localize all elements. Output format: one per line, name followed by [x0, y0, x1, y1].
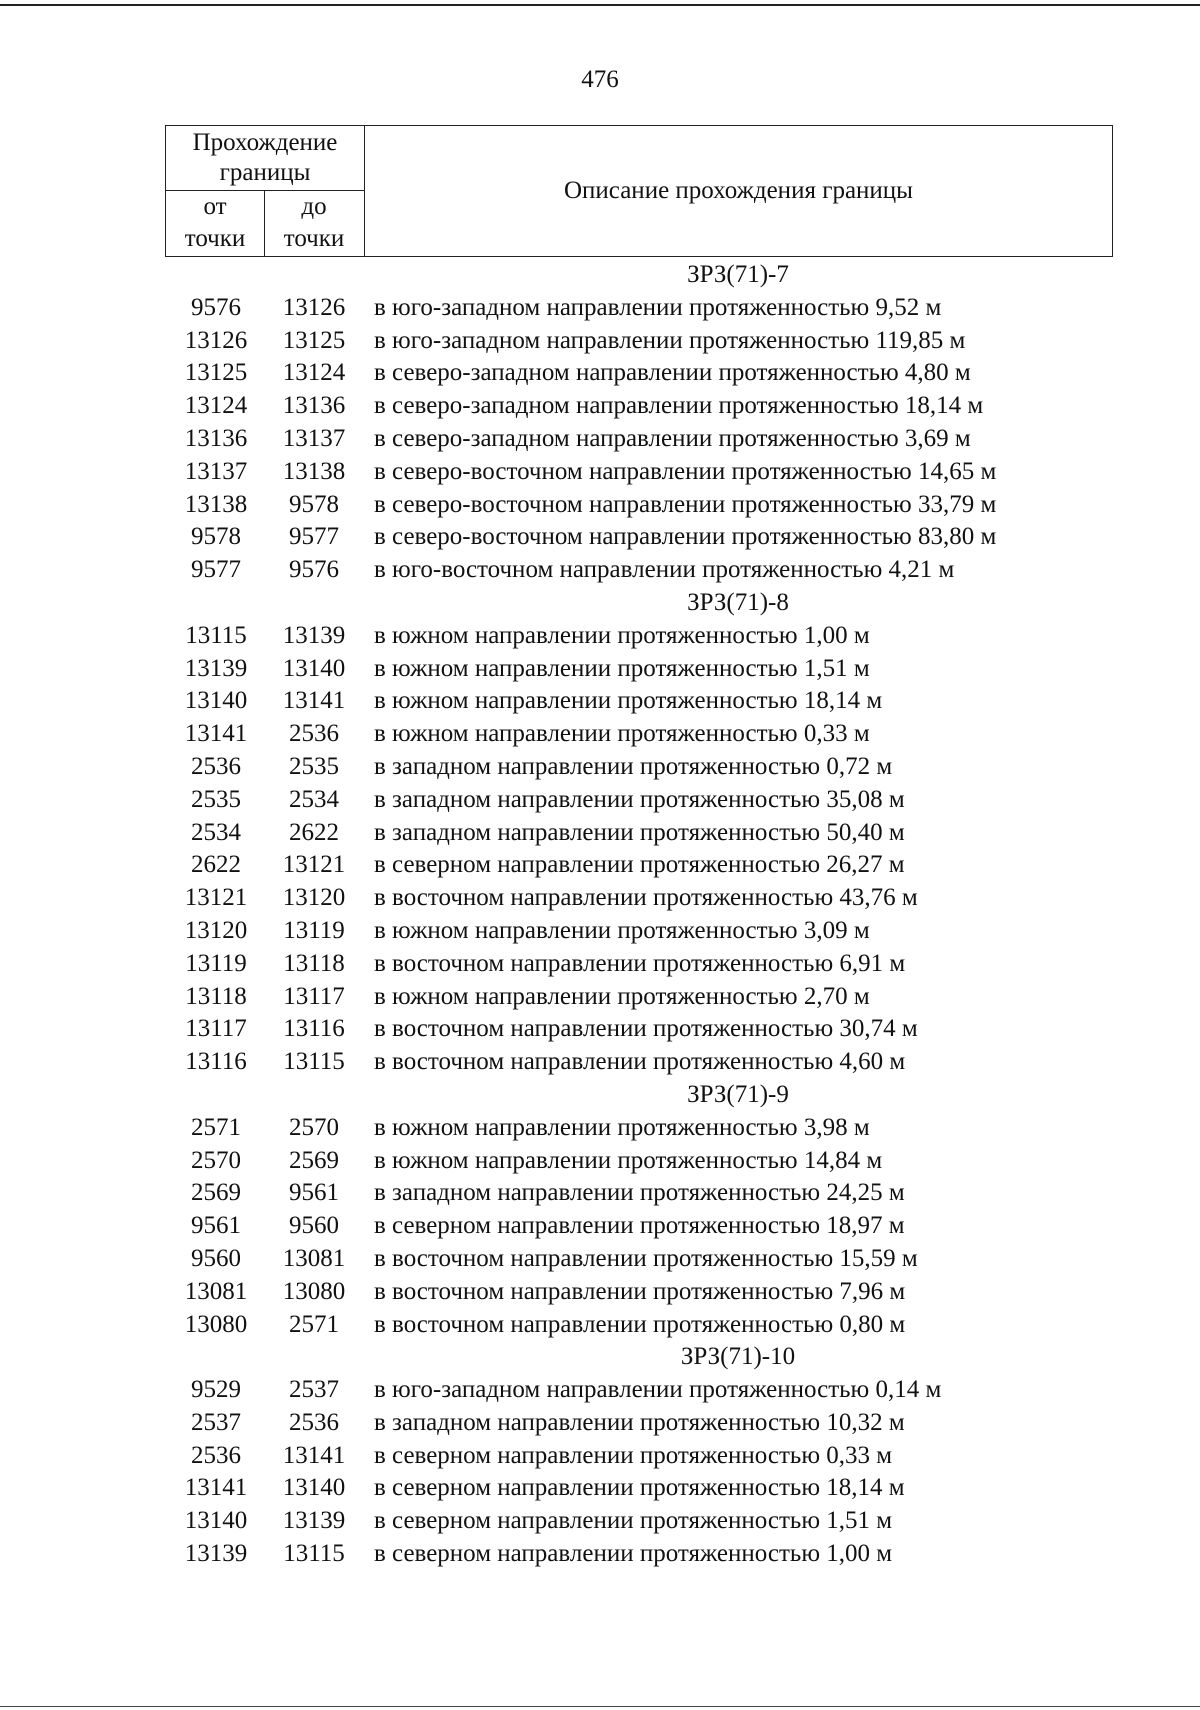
cell-description: в южном направлении протяженностью 0,33 м — [374, 720, 870, 748]
table-row — [0, 981, 1200, 1014]
cell-to-point: 13117 — [283, 982, 345, 1010]
cell-from-point: 13141 — [184, 720, 248, 748]
cell-to-point: 9577 — [289, 523, 339, 551]
cell-to-point: 2571 — [289, 1310, 339, 1338]
table-row — [0, 1538, 1200, 1571]
cell-to-point: 13126 — [282, 293, 346, 321]
table-row — [0, 948, 1200, 981]
cell-to-point: 13125 — [282, 326, 346, 354]
cell-from-point: 9529 — [191, 1376, 241, 1404]
cell-to-point: 13116 — [283, 1015, 345, 1043]
cell-description: в восточном направлении протяженностью 4,60 м — [374, 1048, 906, 1076]
cell-from-point: 13141 — [184, 1474, 248, 1502]
cell-from-point: 13136 — [184, 424, 248, 452]
cell-from-point: 2536 — [191, 752, 241, 780]
table-row — [0, 489, 1200, 522]
cell-from-point: 13140 — [184, 1507, 248, 1535]
cell-to-point: 2570 — [289, 1113, 339, 1141]
cell-description: в северо-восточном направлении протяженностью 33,79 м — [374, 490, 997, 518]
cell-description: в северо-восточном направлении протяженностью 14,65 м — [374, 457, 997, 485]
table-row — [0, 1407, 1200, 1440]
cell-description: в восточном направлении протяженностью 30,74 м — [374, 1015, 918, 1043]
table-header — [165, 125, 1113, 257]
cell-description: в южном направлении протяженностью 3,98 м — [374, 1113, 870, 1141]
section-title: ЗРЗ(71)-10 — [680, 1343, 796, 1371]
section-title: ЗРЗ(71)-8 — [687, 588, 789, 616]
header-boundary-passage-line1: Прохождение — [192, 129, 338, 156]
cell-description: в северо-западном направлении протяженностью 4,80 м — [374, 359, 971, 387]
cell-to-point: 13138 — [282, 457, 346, 485]
cell-description: в южном направлении протяженностью 3,09 м — [374, 916, 870, 944]
cell-from-point: 13119 — [185, 949, 247, 977]
table-row — [0, 1210, 1200, 1243]
cell-from-point: 2622 — [191, 851, 241, 879]
table-row — [0, 423, 1200, 456]
cell-to-point: 9560 — [289, 1212, 339, 1240]
cell-description: в юго-восточном направлении протяженностью 4,21 м — [374, 556, 955, 584]
cell-description: в северном направлении протяженностью 0,33 м — [374, 1441, 893, 1469]
cell-description: в южном направлении протяженностью 1,00 м — [374, 621, 870, 649]
cell-from-point: 2570 — [191, 1146, 241, 1174]
header-to-line1: до — [301, 193, 327, 220]
cell-to-point: 13119 — [283, 916, 345, 944]
cell-to-point: 13137 — [282, 424, 346, 452]
table-row — [0, 1177, 1200, 1210]
cell-description: в юго-западном направлении протяженностью 9,52 м — [374, 293, 942, 321]
table-row — [0, 1374, 1200, 1407]
cell-from-point: 9577 — [191, 556, 241, 584]
table-body — [0, 259, 1200, 1571]
section-heading-row — [0, 587, 1200, 620]
section-heading-row — [0, 1341, 1200, 1374]
cell-description: в северо-западном направлении протяженностью 18,14 м — [374, 392, 984, 420]
section-title: ЗРЗ(71)-7 — [687, 261, 789, 288]
cell-to-point: 2534 — [289, 785, 339, 813]
table-row — [0, 1013, 1200, 1046]
cell-from-point: 13081 — [184, 1277, 248, 1305]
table-row — [0, 357, 1200, 390]
cell-to-point: 2622 — [289, 818, 339, 846]
cell-to-point: 13115 — [283, 1048, 345, 1076]
cell-to-point: 2537 — [289, 1376, 339, 1404]
table-row — [0, 554, 1200, 587]
cell-description: в западном направлении протяженностью 50,40 м — [374, 818, 905, 846]
cell-to-point: 13120 — [282, 884, 346, 912]
cell-to-point: 2535 — [289, 752, 339, 780]
cell-from-point: 2535 — [191, 785, 241, 813]
cell-from-point: 9561 — [191, 1212, 241, 1240]
cell-to-point: 13140 — [282, 654, 346, 682]
cell-description: в восточном направлении протяженностью 7,96 м — [374, 1277, 906, 1305]
table-row — [0, 1276, 1200, 1309]
cell-from-point: 2537 — [191, 1408, 241, 1436]
table-row — [0, 1440, 1200, 1473]
cell-to-point: 2569 — [289, 1146, 339, 1174]
cell-from-point: 13125 — [184, 359, 248, 387]
cell-description: в северном направлении протяженностью 26,27 м — [374, 851, 905, 879]
table-row — [0, 521, 1200, 554]
cell-to-point: 13141 — [282, 687, 346, 715]
table-row — [0, 1112, 1200, 1145]
table-row — [0, 1046, 1200, 1079]
cell-from-point: 2569 — [191, 1179, 241, 1207]
table-row — [0, 849, 1200, 882]
table-row — [0, 751, 1200, 784]
cell-description: в восточном направлении протяженностью 43,76 м — [374, 884, 918, 912]
cell-description: в западном направлении протяженностью 35,08 м — [374, 785, 905, 813]
cell-to-point: 2536 — [289, 1408, 339, 1436]
cell-to-point: 9576 — [289, 556, 339, 584]
cell-to-point: 13081 — [282, 1244, 346, 1272]
header-to-line2: точки — [283, 225, 345, 252]
cell-description: в северном направлении протяженностью 18,14 м — [374, 1474, 905, 1502]
header-description: Описание прохождения границы — [564, 177, 913, 204]
header-boundary-passage-line2: границы — [219, 159, 311, 186]
table-row — [0, 1472, 1200, 1505]
cell-to-point: 9578 — [289, 490, 339, 518]
cell-to-point: 2536 — [289, 720, 339, 748]
cell-from-point: 13138 — [184, 490, 248, 518]
cell-from-point: 13137 — [184, 457, 248, 485]
cell-description: в западном направлении протяженностью 10,32 м — [374, 1408, 905, 1436]
cell-from-point: 13117 — [185, 1015, 247, 1043]
cell-from-point: 13120 — [184, 916, 248, 944]
cell-description: в южном направлении протяженностью 1,51 м — [374, 654, 870, 682]
table-row — [0, 915, 1200, 948]
header-boundary-passage — [166, 126, 365, 191]
cell-from-point: 13116 — [185, 1048, 247, 1076]
table-row — [0, 1243, 1200, 1276]
header-to-point — [264, 190, 365, 256]
cell-description: в северном направлении протяженностью 1,00 м — [374, 1540, 893, 1568]
table-row — [0, 620, 1200, 653]
cell-to-point: 13141 — [282, 1441, 346, 1469]
cell-description: в западном направлении протяженностью 24,25 м — [374, 1179, 905, 1207]
cell-to-point: 13136 — [282, 392, 346, 420]
table-row — [0, 456, 1200, 489]
cell-description: в северном направлении протяженностью 1,51 м — [374, 1507, 893, 1535]
cell-description: в восточном направлении протяженностью 6,91 м — [374, 949, 906, 977]
cell-description: в северо-восточном направлении протяженностью 83,80 м — [374, 523, 997, 551]
cell-to-point: 13139 — [282, 621, 346, 649]
cell-description: в северном направлении протяженностью 18,97 м — [374, 1212, 905, 1240]
cell-description: в юго-западном направлении протяженностью 0,14 м — [374, 1376, 942, 1404]
cell-to-point: 13124 — [282, 359, 346, 387]
table-row — [0, 1505, 1200, 1538]
cell-description: в северо-западном направлении протяженностью 3,69 м — [374, 424, 971, 452]
section-heading-row — [0, 1079, 1200, 1112]
table-row — [0, 653, 1200, 686]
cell-description: в юго-западном направлении протяженностью 119,85 м — [374, 326, 966, 354]
page-number: 476 — [581, 66, 619, 93]
cell-from-point: 2534 — [191, 818, 241, 846]
cell-from-point: 13139 — [184, 1540, 248, 1568]
cell-from-point: 2571 — [191, 1113, 241, 1141]
cell-to-point: 13140 — [282, 1474, 346, 1502]
cell-from-point: 13124 — [184, 392, 248, 420]
table-row — [0, 718, 1200, 751]
cell-to-point: 13080 — [282, 1277, 346, 1305]
table-row — [0, 685, 1200, 718]
cell-from-point: 13115 — [185, 621, 247, 649]
cell-description: в южном направлении протяженностью 18,14 м — [374, 687, 883, 715]
cell-from-point: 13118 — [185, 982, 247, 1010]
cell-from-point: 13121 — [184, 884, 248, 912]
cell-to-point: 9561 — [289, 1179, 339, 1207]
cell-from-point: 9560 — [191, 1244, 241, 1272]
cell-description: в южном направлении протяженностью 2,70 м — [374, 982, 870, 1010]
cell-from-point: 9578 — [191, 523, 241, 551]
table-row — [0, 292, 1200, 325]
cell-from-point: 13140 — [184, 687, 248, 715]
table-row — [0, 784, 1200, 817]
cell-to-point: 13118 — [283, 949, 345, 977]
cell-to-point: 13121 — [282, 851, 346, 879]
section-title: ЗРЗ(71)-9 — [687, 1080, 789, 1108]
cell-from-point: 9576 — [191, 293, 241, 321]
table-row — [0, 817, 1200, 850]
table-row — [0, 1145, 1200, 1178]
header-from-line1: от — [203, 193, 227, 220]
scan-border-bottom — [0, 1706, 1200, 1707]
cell-from-point: 13080 — [184, 1310, 248, 1338]
table-row — [0, 882, 1200, 915]
table-row — [0, 325, 1200, 358]
cell-to-point: 13115 — [283, 1540, 345, 1568]
cell-from-point: 2536 — [191, 1441, 241, 1469]
scan-border-top — [0, 4, 1200, 6]
cell-description: в восточном направлении протяженностью 15,59 м — [374, 1244, 918, 1272]
header-from-line2: точки — [184, 225, 246, 252]
cell-description: в восточном направлении протяженностью 0,80 м — [374, 1310, 906, 1338]
cell-description: в южном направлении протяженностью 14,84 м — [374, 1146, 883, 1174]
cell-description: в западном направлении протяженностью 0,72 м — [374, 752, 893, 780]
table-row — [0, 390, 1200, 423]
cell-from-point: 13126 — [184, 326, 248, 354]
section-heading-row — [0, 259, 1200, 292]
cell-from-point: 13139 — [184, 654, 248, 682]
cell-to-point: 13139 — [282, 1507, 346, 1535]
header-from-point — [166, 190, 265, 256]
table-row — [0, 1309, 1200, 1342]
